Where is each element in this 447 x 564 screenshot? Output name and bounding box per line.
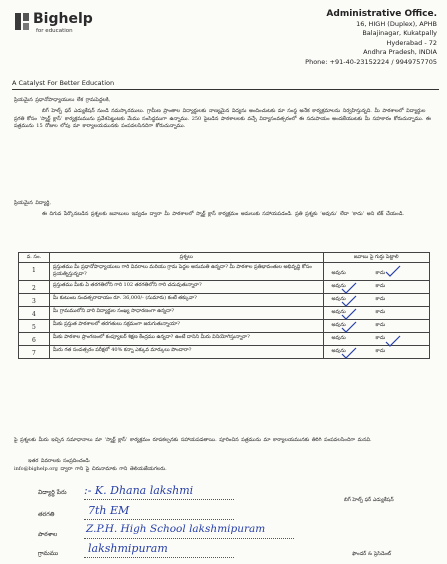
answer-no-option[interactable]: కాదు bbox=[375, 347, 386, 354]
table-row bbox=[19, 345, 430, 358]
school-underline bbox=[84, 538, 294, 539]
answer-no-option[interactable]: కాదు bbox=[375, 321, 386, 328]
address-line: Hyderabad - 72 bbox=[386, 38, 437, 47]
answer-no-option[interactable]: కాదు bbox=[375, 269, 386, 276]
question-number: 5 bbox=[19, 319, 50, 332]
table-row bbox=[19, 263, 430, 281]
answer-cell[interactable] bbox=[323, 332, 430, 345]
village-underline bbox=[84, 557, 234, 558]
question-text: మీ కుటుంబ సంవత్సరాదాయం రూ. 36,000/- (సుమారు) కంటే తక్కువా? bbox=[49, 293, 323, 306]
address-line: Balajinagar, Kukatpally bbox=[362, 29, 437, 38]
question-text: మీకు ప్రస్తుత పాఠశాలలో తరగతులు సక్రమంగా జరుగుతున్నాయా? bbox=[49, 319, 323, 332]
closing-paragraph: పై ప్రశ్నలకు మీరు ఇచ్చిన సమాధానాలు మా ‘స్మార్ట్ క్లాస్’ కార్యక్రమం రూపకల్పనకు సహాయపడతాయి. పూరించిన పత్రమును మా కార్యాలయమునకు తిరిగి పంపవలసిందిగా మనవి. bbox=[14, 437, 372, 443]
student-salutation: ప్రియమైన విద్యార్థి, bbox=[14, 200, 51, 206]
class-label: తరగతి bbox=[38, 511, 55, 518]
answer-cell[interactable] bbox=[323, 306, 430, 319]
answer-cell[interactable] bbox=[323, 263, 430, 281]
answer-cell[interactable] bbox=[323, 319, 430, 332]
table-row bbox=[19, 319, 430, 332]
answer-no-option[interactable]: కాదు bbox=[375, 308, 386, 315]
col-header-number: వ. సం. bbox=[19, 253, 50, 263]
question-text: ప్రస్తుతము మీకు ఏ తరగతిలోని గారి 102 తరగతిలోని గారి చదువుతున్నారా? bbox=[49, 280, 323, 293]
answer-no-option[interactable]: కాదు bbox=[375, 295, 386, 302]
question-number: 1 bbox=[19, 263, 50, 281]
school-value[interactable]: Z.P.H. High School lakshmipuram bbox=[86, 523, 266, 535]
answer-yes-option[interactable]: అవును bbox=[331, 321, 346, 328]
answer-yes-option[interactable]: అవును bbox=[331, 295, 346, 302]
school-label: పాఠశాల bbox=[38, 531, 58, 538]
answer-yes-option[interactable]: అవును bbox=[331, 308, 346, 315]
question-number: 4 bbox=[19, 306, 50, 319]
answer-yes-option[interactable]: అవును bbox=[331, 282, 346, 289]
brand-name: Bighelp bbox=[33, 11, 93, 27]
salutation: ప్రియమైన ప్రధానోపాధ్యాయులు లేక గ్రామపెద్దలకి, bbox=[14, 97, 111, 103]
bighelp-logo-icon bbox=[14, 12, 30, 31]
table-row bbox=[19, 280, 430, 293]
office-title: Administrative Office. bbox=[326, 9, 437, 19]
question-text: మీ గ్రామములోని వారి విద్యార్థుల సంఖ్య సాధారణంగా ఉన్నదా? bbox=[49, 306, 323, 319]
checkmark-icon bbox=[384, 264, 420, 278]
instruction-paragraph: ఈ దిగువ పేర్కొనబడిన ప్రశ్నలకు జవాబులు ఇవ్వడం ద్వారా మీ పాఠశాలలో స్మార్ట్ క్లాస్ కార్యక్రమం అమలుకు సహాయపడండి. ప్రతి ప్రశ్నకు ‘అవును’ లేదా ‘కాదు’ అని టిక్ చేయండి. bbox=[42, 211, 405, 217]
address-line: Andhra Pradesh, INDIA bbox=[363, 48, 437, 57]
col-header-answer: జవాబు పై గుర్తు పెట్టాలి bbox=[323, 253, 430, 263]
table-row bbox=[19, 306, 430, 319]
question-number: 6 bbox=[19, 332, 50, 345]
student-name-value[interactable]: :- K. Dhana lakshmi bbox=[84, 484, 194, 497]
checkmark-icon bbox=[340, 346, 376, 360]
village-label: గ్రామము bbox=[38, 550, 59, 557]
class-underline bbox=[84, 519, 234, 520]
question-text: మీకు పాఠశాల ప్రాంగణంలో కంప్యూటర్ శిక్షణ కేంద్రము ఉన్నదా? ఉంటే దానిని మీరు వినియోగిస్తున్నారా? bbox=[49, 332, 323, 345]
signatory-title: ఫౌండర్ & ప్రెసిడెంట్ bbox=[352, 551, 391, 557]
table-header-row bbox=[19, 253, 430, 263]
village-value[interactable]: lakshmipuram bbox=[88, 542, 168, 555]
question-text: మీరు గత సంవత్సరం పరీక్షలో 40% కన్నా ఎక్కువ మార్కులు పొందారా? bbox=[49, 345, 323, 358]
answer-yes-option[interactable]: అవును bbox=[331, 334, 346, 341]
student-name-label: విద్యార్థి పేరు bbox=[38, 489, 67, 496]
answer-yes-option[interactable]: అవును bbox=[331, 347, 346, 354]
answer-no-option[interactable]: కాదు bbox=[375, 282, 386, 289]
col-header-question: ప్రశ్నలు bbox=[49, 253, 323, 263]
intro-paragraph: బిగ్ హెల్ప్ ఫర్ ఎడ్యుకేషన్ నుండి నమస్కారములు. గ్రామీణ ప్రాంతాల విద్యార్థులకు నాణ్యమైన విద్యను అందించుటకు మా సంస్థ అనేక కార్యక్రమాలను నిర్వహిస్తున్నది. మీ పాఠశాలలో విద్యార్థుల ప్రగతి కోసం ‘స్మార్ట్ క్లాస్’ కార్యక్రమమును ప్రవేశపెట్టుటకు మేము సంసిద్ధముగా ఉన్నాము. 250 పైబడిన పాఠశాలలకు వచ్చే విద్యాసంవత్సరంలో ఈ సదుపాయం అందజేయుటకు మీ సహకారం కోరుచున్నాము. ఈ పత్రమును 15 రోజుల లోపు మా కార్యాలయమునకు పంపవలసినదిగా కోరుచున్నాము. bbox=[14, 108, 431, 130]
name-underline bbox=[84, 499, 234, 500]
answer-cell[interactable] bbox=[323, 293, 430, 306]
answer-no-option[interactable]: కాదు bbox=[375, 334, 386, 341]
answer-cell[interactable] bbox=[323, 345, 430, 358]
question-text: ప్రస్తుతము మీ ప్రధానోపాధ్యాయులు గారి వివరాలు మరియు గ్రామ పెద్దల అనుమతి ఉన్నదా? మీ పాఠశాల ప్రతిభావంతుల అభివృద్ధి కోసం ప్రయత్నిస్తున్నదా? bbox=[49, 263, 323, 281]
header-divider bbox=[12, 89, 439, 90]
class-value[interactable]: 7th EM bbox=[88, 504, 130, 517]
answer-cell[interactable] bbox=[323, 280, 430, 293]
tagline: A Catalyst For Better Education bbox=[12, 79, 115, 87]
question-number: 7 bbox=[19, 345, 50, 358]
contact-note: ఇతర వివరాలకు సంప్రదించండి: bbox=[28, 458, 91, 464]
question-number: 3 bbox=[19, 293, 50, 306]
table-row bbox=[19, 332, 430, 345]
office-address bbox=[257, 10, 437, 68]
question-number: 2 bbox=[19, 280, 50, 293]
questionnaire-table bbox=[18, 252, 430, 359]
address-line: 16, HIGH (Duplex), APHB bbox=[356, 19, 437, 28]
contact-email: info@bighelp.org ద్వారా గాని పై చిరునామాకు గాని తెలియజేయగలరు. bbox=[14, 466, 167, 472]
answer-yes-option[interactable]: అవును bbox=[331, 269, 346, 276]
address-line: Phone: +91-40-23152224 / 9949757705 bbox=[305, 57, 437, 66]
signatory-org: బిగ్ హెల్ప్ ఫర్ ఎడ్యుకేషన్ bbox=[344, 497, 394, 503]
brand-subtitle: for education bbox=[36, 28, 73, 34]
table-row bbox=[19, 293, 430, 306]
